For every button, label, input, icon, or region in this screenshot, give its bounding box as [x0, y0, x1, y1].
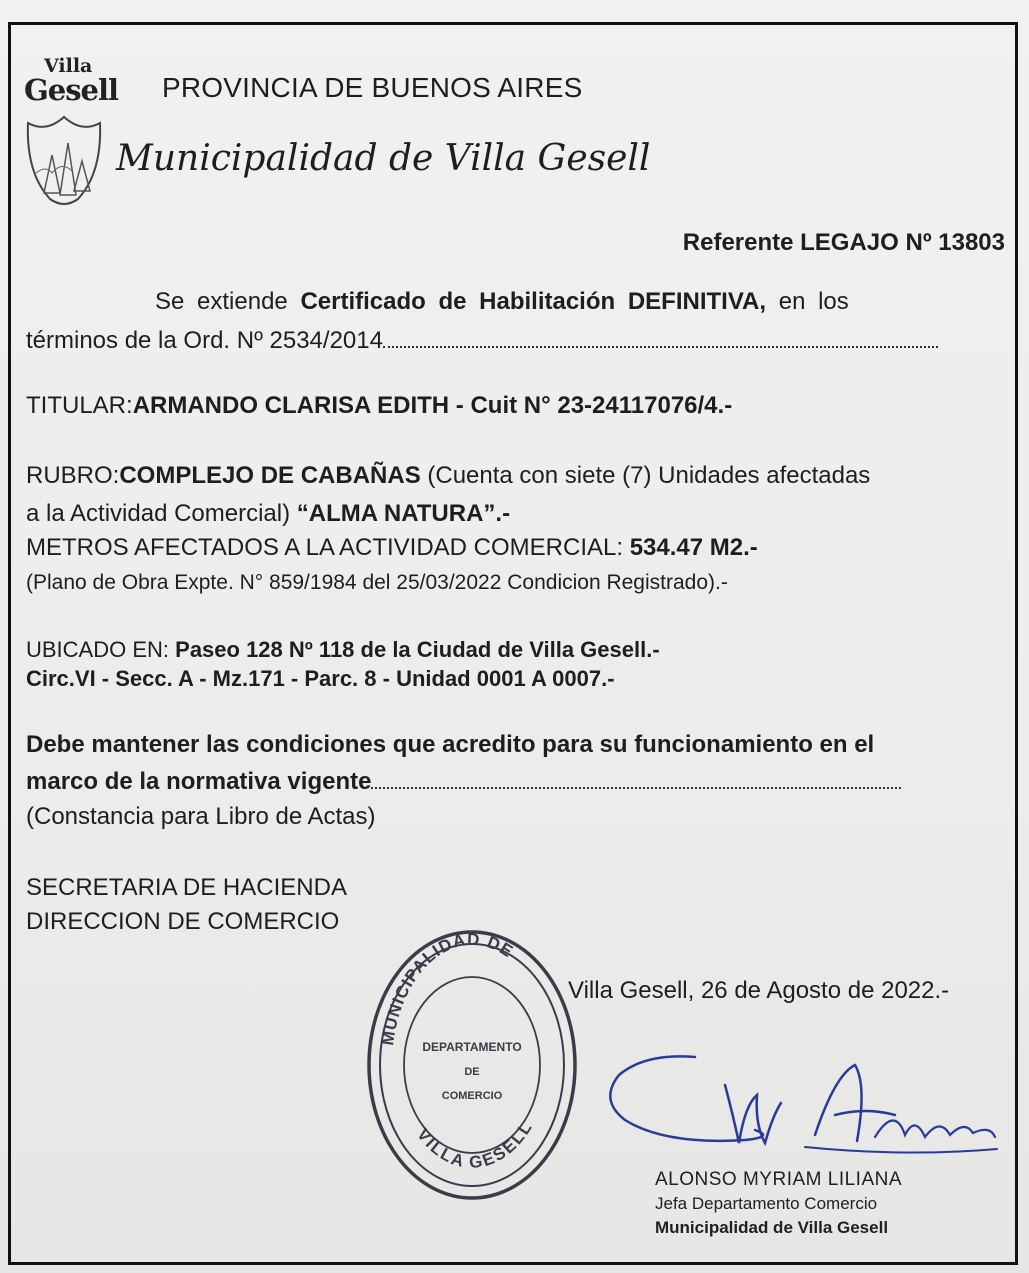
rubro-label: RUBRO: [26, 462, 120, 489]
condiciones-line-2: marco de la normativa vigente [26, 767, 901, 797]
svg-text:VILLA GESELL [413, 1117, 536, 1172]
department-stamp [362, 925, 582, 1205]
ubicacion-line: UBICADO EN: Paseo 128 Nº 118 de la Ciudad de Villa Gesell.- [26, 637, 660, 662]
rubro-line-2: a la Actividad Comercial) “ALMA NATURA”.- [26, 500, 511, 527]
business-name: “ALMA NATURA”.- [296, 500, 511, 527]
stamp-line-1: DEPARTAMENTO [422, 1040, 522, 1054]
stamp-line-2: DE [464, 1066, 480, 1078]
titular-label: TITULAR: [26, 392, 133, 419]
svg-text:MUNICIPALIDAD DE [378, 930, 517, 1047]
rubro-value: COMPLEJO DE CABAÑAS [119, 462, 421, 489]
pine-trees-emblem-icon [22, 113, 106, 213]
stamp-top-arc: MUNICIPALIDAD DE [378, 929, 517, 1047]
signer-role: Jefa Departamento Comercio [655, 1194, 878, 1213]
oval-stamp-icon [362, 925, 582, 1205]
villa-gesell-logo [20, 55, 119, 205]
stamp-line-3: COMERCIO [441, 1090, 503, 1102]
municipality-heading: Municipalidad de Villa Gesell [116, 138, 651, 179]
secretaria-label: SECRETARIA DE HACIENDA [26, 874, 347, 901]
intro-line-1: Se extiende Certificado de Habilitación DEFINITIVA, en los [155, 288, 849, 315]
signer-org: Municipalidad de Villa Gesell [655, 1218, 889, 1237]
signer-block [655, 1168, 902, 1240]
signer-name: ALONSO MYRIAM LILIANA [655, 1169, 903, 1190]
constancia-line: (Constancia para Libro de Actas) [26, 803, 376, 830]
condiciones-line-1: Debe mantener las condiciones que acredito para su funcionamiento en el [26, 731, 875, 758]
metros-value: 534.47 M2.- [629, 534, 758, 561]
metros-line: METROS AFECTADOS A LA ACTIVIDAD COMERCIAL: 534.47 M2.- [26, 534, 758, 561]
address-value: Paseo 128 Nº 118 de la Ciudad de Villa Gesell.- [175, 637, 660, 662]
legajo-reference: Referente LEGAJO Nº 13803 [682, 229, 1005, 256]
intro-line-2 [26, 326, 938, 356]
dotted-leader [371, 787, 901, 789]
logo-gesell-text: Gesell [24, 73, 119, 107]
signature-scribble-icon [605, 1045, 1005, 1175]
logo-villa-text: Villa [44, 55, 93, 77]
rubro-line-1: RUBRO:COMPLEJO DE CABAÑAS (Cuenta con siete (7) Unidades afectadas [26, 462, 871, 489]
ordinance-reference: términos de la Ord. Nº 2534/2014 [26, 327, 383, 354]
catastro-line: Circ.VI - Secc. A - Mz.171 - Parc. 8 - Unidad 0001 A 0007.- [26, 666, 615, 691]
plano-line: (Plano de Obra Expte. N° 859/1984 del 25/03/2022 Condicion Registrado).- [26, 571, 728, 594]
certificate-type: Certificado de Habilitación DEFINITIVA, [300, 288, 767, 315]
date-line: Villa Gesell, 26 de Agosto de 2022.- [568, 977, 950, 1004]
titular-value: ARMANDO CLARISA EDITH - Cuit N° 23-24117076/4.- [132, 392, 733, 419]
direccion-label: DIRECCION DE COMERCIO [26, 908, 340, 935]
province-heading: PROVINCIA DE BUENOS AIRES [162, 72, 583, 103]
stamp-bottom-arc: VILLA GESELL [413, 1117, 537, 1173]
dotted-leader [383, 346, 938, 348]
titular-line [26, 391, 732, 421]
